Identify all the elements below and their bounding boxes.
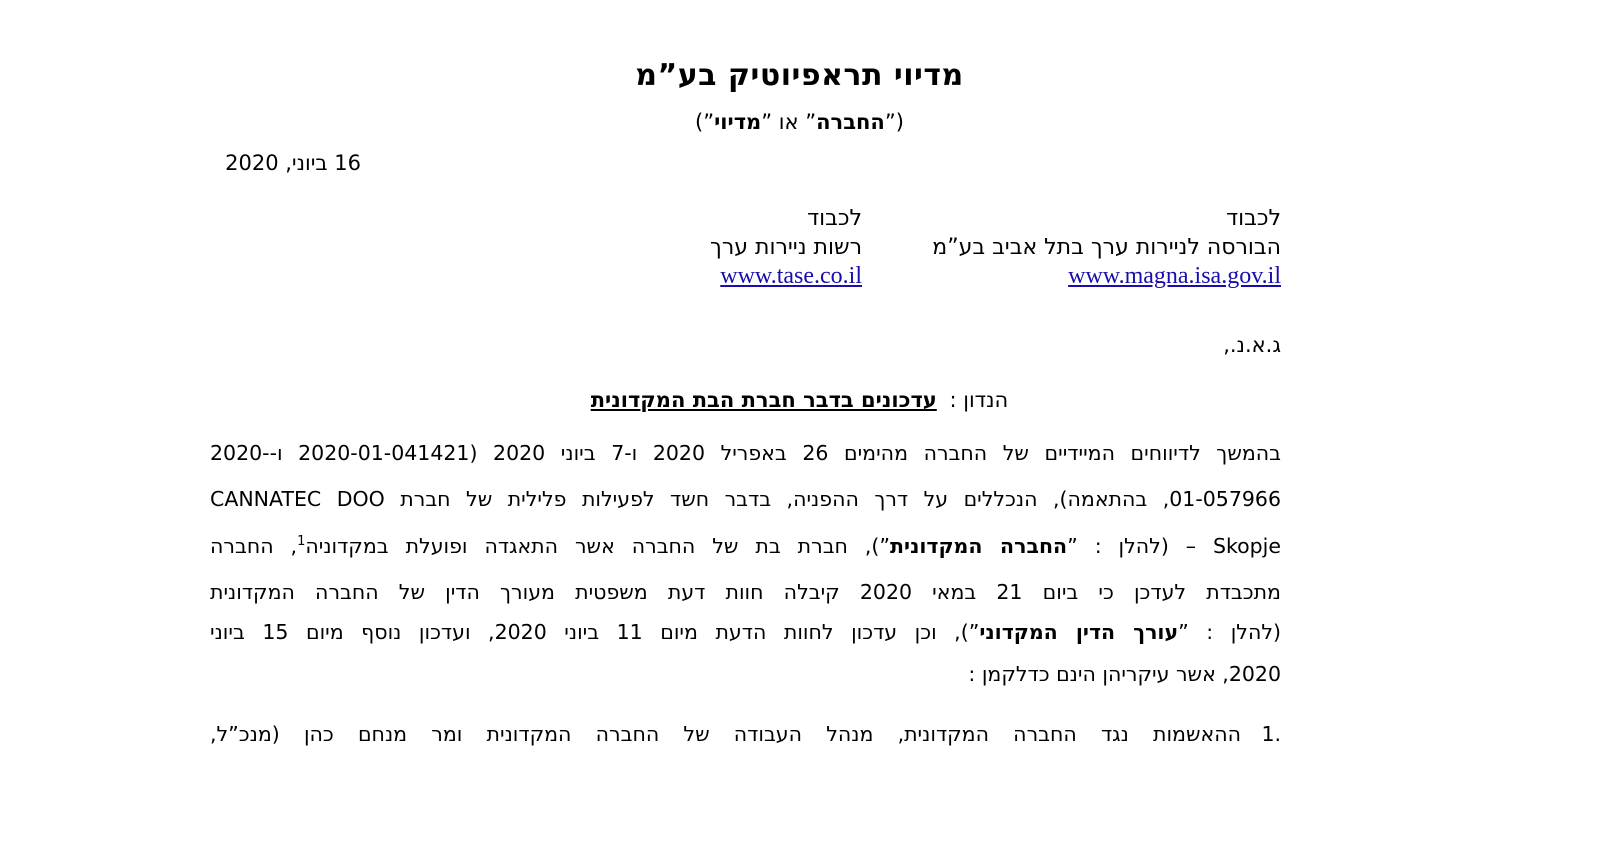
recipient-block-tase: [932, 204, 1281, 291]
list-item-number: 1.: [1261, 722, 1281, 746]
defined-term: עורך הדין המקדוני: [979, 620, 1179, 644]
body-text: ”), וכן עדכון לחוות הדעת מיום 11 ביוני 2020, ועדכון נוסף מיום 15 ביוני: [210, 620, 980, 644]
subtitle-open: (”: [884, 110, 904, 134]
document-subtitle: [0, 110, 1599, 134]
recipient-name: הבורסה לניירות ערך בתל אביב בע”מ: [932, 235, 1281, 260]
body-line: [210, 620, 1281, 644]
greeting: ג.א.נ.,: [1223, 333, 1281, 357]
subtitle-close: ”): [695, 110, 715, 134]
body-line: [210, 534, 1281, 558]
defined-term: החברה המקדונית: [890, 534, 1068, 558]
subject-topic: עדכונים בדבר חברת הבת המקדונית: [590, 388, 937, 412]
body-text: ”), חברת בת של החברה אשר התאגדה ופועלת במקדוניה: [305, 534, 891, 558]
subject-line: [0, 388, 1599, 412]
document-title: מדיוי תראפיוטיק בע”מ: [635, 58, 964, 93]
subtitle-company: החברה: [816, 110, 885, 134]
recipient-name: רשות ניירות ערך: [710, 235, 862, 260]
footnote-marker[interactable]: 1: [297, 534, 306, 550]
body-text: , החברה: [210, 534, 298, 558]
body-line: מתכבדת לעדכן כי ביום 21 במאי 2020 קיבלה חוות דעת משפטית מעורך הדין של החברה המקדונית: [210, 580, 1281, 604]
document-date: 16 ביוני, 2020: [225, 151, 361, 175]
recipient-link[interactable]: www.magna.isa.gov.il: [1068, 263, 1281, 289]
body-line: 01-057966, בהתאמה), הנכללים על דרך ההפניה, בדבר חשד לפעילות פלילית של חברת CANNATEC DOO: [210, 487, 1281, 511]
body-text: (להלן : ”: [1178, 620, 1281, 644]
body-line: 2020, אשר עיקריהן הינם כדלקמן :: [968, 662, 1281, 686]
body-line: בהמשך לדיווחים המיידיים של החברה מהימים 26 באפריל 2020 ו-7 ביוני 2020 (2020-01-041421 ו--2020: [210, 441, 1282, 465]
body-text: Skopje – (להלן : ”: [1067, 534, 1281, 558]
subtitle-short: מדיוי: [714, 110, 762, 134]
subject-label: הנדון :: [949, 388, 1009, 412]
recipient-link[interactable]: www.tase.co.il: [720, 263, 862, 289]
recipient-salutation: לכבוד: [1226, 206, 1281, 231]
recipient-block-isa: [710, 204, 862, 291]
list-item: ההאשמות נגד החברה המקדונית, מנהל העבודה של החברה המקדונית ומר מנחם כהן (מנכ”ל,: [210, 722, 1241, 746]
recipient-salutation: לכבוד: [807, 206, 862, 231]
subtitle-mid: ” או ”: [761, 110, 817, 134]
